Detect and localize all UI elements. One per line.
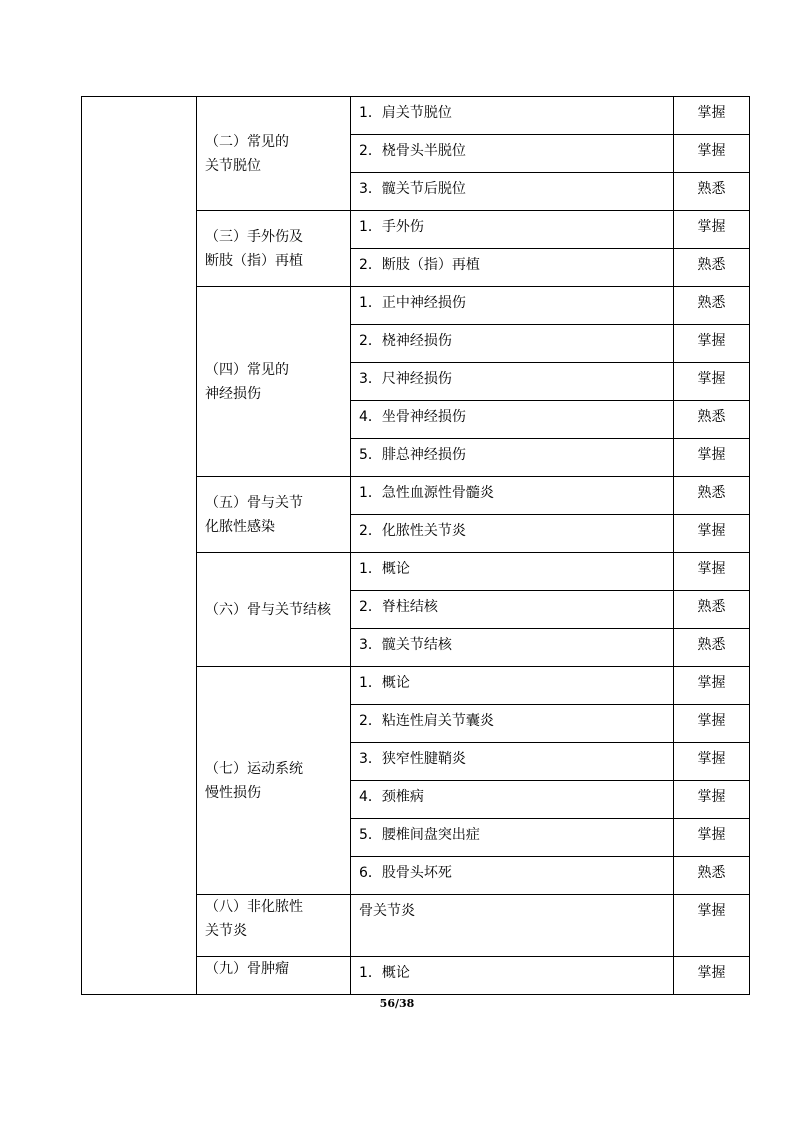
level-cell: 掌握 xyxy=(674,781,750,819)
section-title: （三）手外伤及 断肢（指）再植 xyxy=(205,228,303,269)
level-cell: 掌握 xyxy=(674,515,750,553)
topic-cell: 5．腓总神经损伤 xyxy=(351,439,674,477)
topic-cell: 1．概论 xyxy=(351,667,674,705)
section-cell xyxy=(197,97,351,211)
topic-cell: 5．腰椎间盘突出症 xyxy=(351,819,674,857)
topic-cell: 骨关节炎 xyxy=(351,895,674,957)
topic-cell: 2．粘连性肩关节囊炎 xyxy=(351,705,674,743)
page-number: 56/38 xyxy=(379,997,415,1010)
topic-cell: 3．尺神经损伤 xyxy=(351,363,674,401)
level-cell: 掌握 xyxy=(674,135,750,173)
level-cell: 掌握 xyxy=(674,97,750,135)
table-row xyxy=(82,97,750,135)
level-cell: 熟悉 xyxy=(674,249,750,287)
section-cell xyxy=(197,287,351,477)
level-cell: 熟悉 xyxy=(674,287,750,325)
level-cell: 掌握 xyxy=(674,363,750,401)
topic-cell: 2．断肢（指）再植 xyxy=(351,249,674,287)
topic-cell: 2．化脓性关节炎 xyxy=(351,515,674,553)
level-cell: 掌握 xyxy=(674,957,750,995)
topic-cell: 3．狭窄性腱鞘炎 xyxy=(351,743,674,781)
syllabus-table-body xyxy=(82,97,750,995)
section-title: （五）骨与关节 化脓性感染 xyxy=(205,494,303,535)
topic-cell: 1．肩关节脱位 xyxy=(351,97,674,135)
level-cell: 熟悉 xyxy=(674,857,750,895)
section-cell xyxy=(197,211,351,287)
topic-cell: 1．正中神经损伤 xyxy=(351,287,674,325)
section-cell xyxy=(197,895,351,957)
topic-cell: 1．概论 xyxy=(351,957,674,995)
level-cell: 掌握 xyxy=(674,895,750,957)
level-cell: 掌握 xyxy=(674,325,750,363)
level-cell: 掌握 xyxy=(674,819,750,857)
level-cell: 熟悉 xyxy=(674,477,750,515)
chapter-cell xyxy=(82,97,197,995)
topic-cell: 3．髋关节后脱位 xyxy=(351,173,674,211)
level-cell: 熟悉 xyxy=(674,173,750,211)
level-cell: 掌握 xyxy=(674,439,750,477)
level-cell: 熟悉 xyxy=(674,629,750,667)
level-cell: 熟悉 xyxy=(674,401,750,439)
section-title: （二）常见的 关节脱位 xyxy=(205,133,289,174)
section-title: （八）非化脓性 关节炎 xyxy=(205,899,303,939)
topic-cell: 1．手外伤 xyxy=(351,211,674,249)
topic-cell: 4．颈椎病 xyxy=(351,781,674,819)
topic-cell: 1．急性血源性骨髓炎 xyxy=(351,477,674,515)
topic-cell: 2．脊柱结核 xyxy=(351,591,674,629)
topic-cell: 6．股骨头坏死 xyxy=(351,857,674,895)
section-cell xyxy=(197,957,351,995)
section-cell xyxy=(197,477,351,553)
topic-cell: 2．桡骨头半脱位 xyxy=(351,135,674,173)
syllabus-table xyxy=(81,96,750,995)
section-cell xyxy=(197,553,351,667)
section-title: （六）骨与关节结核 xyxy=(205,601,331,618)
topic-cell: 1．概论 xyxy=(351,553,674,591)
level-cell: 熟悉 xyxy=(674,591,750,629)
level-cell: 掌握 xyxy=(674,705,750,743)
topic-cell: 4．坐骨神经损伤 xyxy=(351,401,674,439)
level-cell: 掌握 xyxy=(674,211,750,249)
level-cell: 掌握 xyxy=(674,553,750,591)
topic-cell: 3．髋关节结核 xyxy=(351,629,674,667)
level-cell: 掌握 xyxy=(674,667,750,705)
section-title: （四）常见的 神经损伤 xyxy=(205,361,289,402)
section-title: （九）骨肿瘤 xyxy=(205,961,289,977)
section-title: （七）运动系统 慢性损伤 xyxy=(205,760,303,801)
section-cell xyxy=(197,667,351,895)
level-cell: 掌握 xyxy=(674,743,750,781)
topic-cell: 2．桡神经损伤 xyxy=(351,325,674,363)
